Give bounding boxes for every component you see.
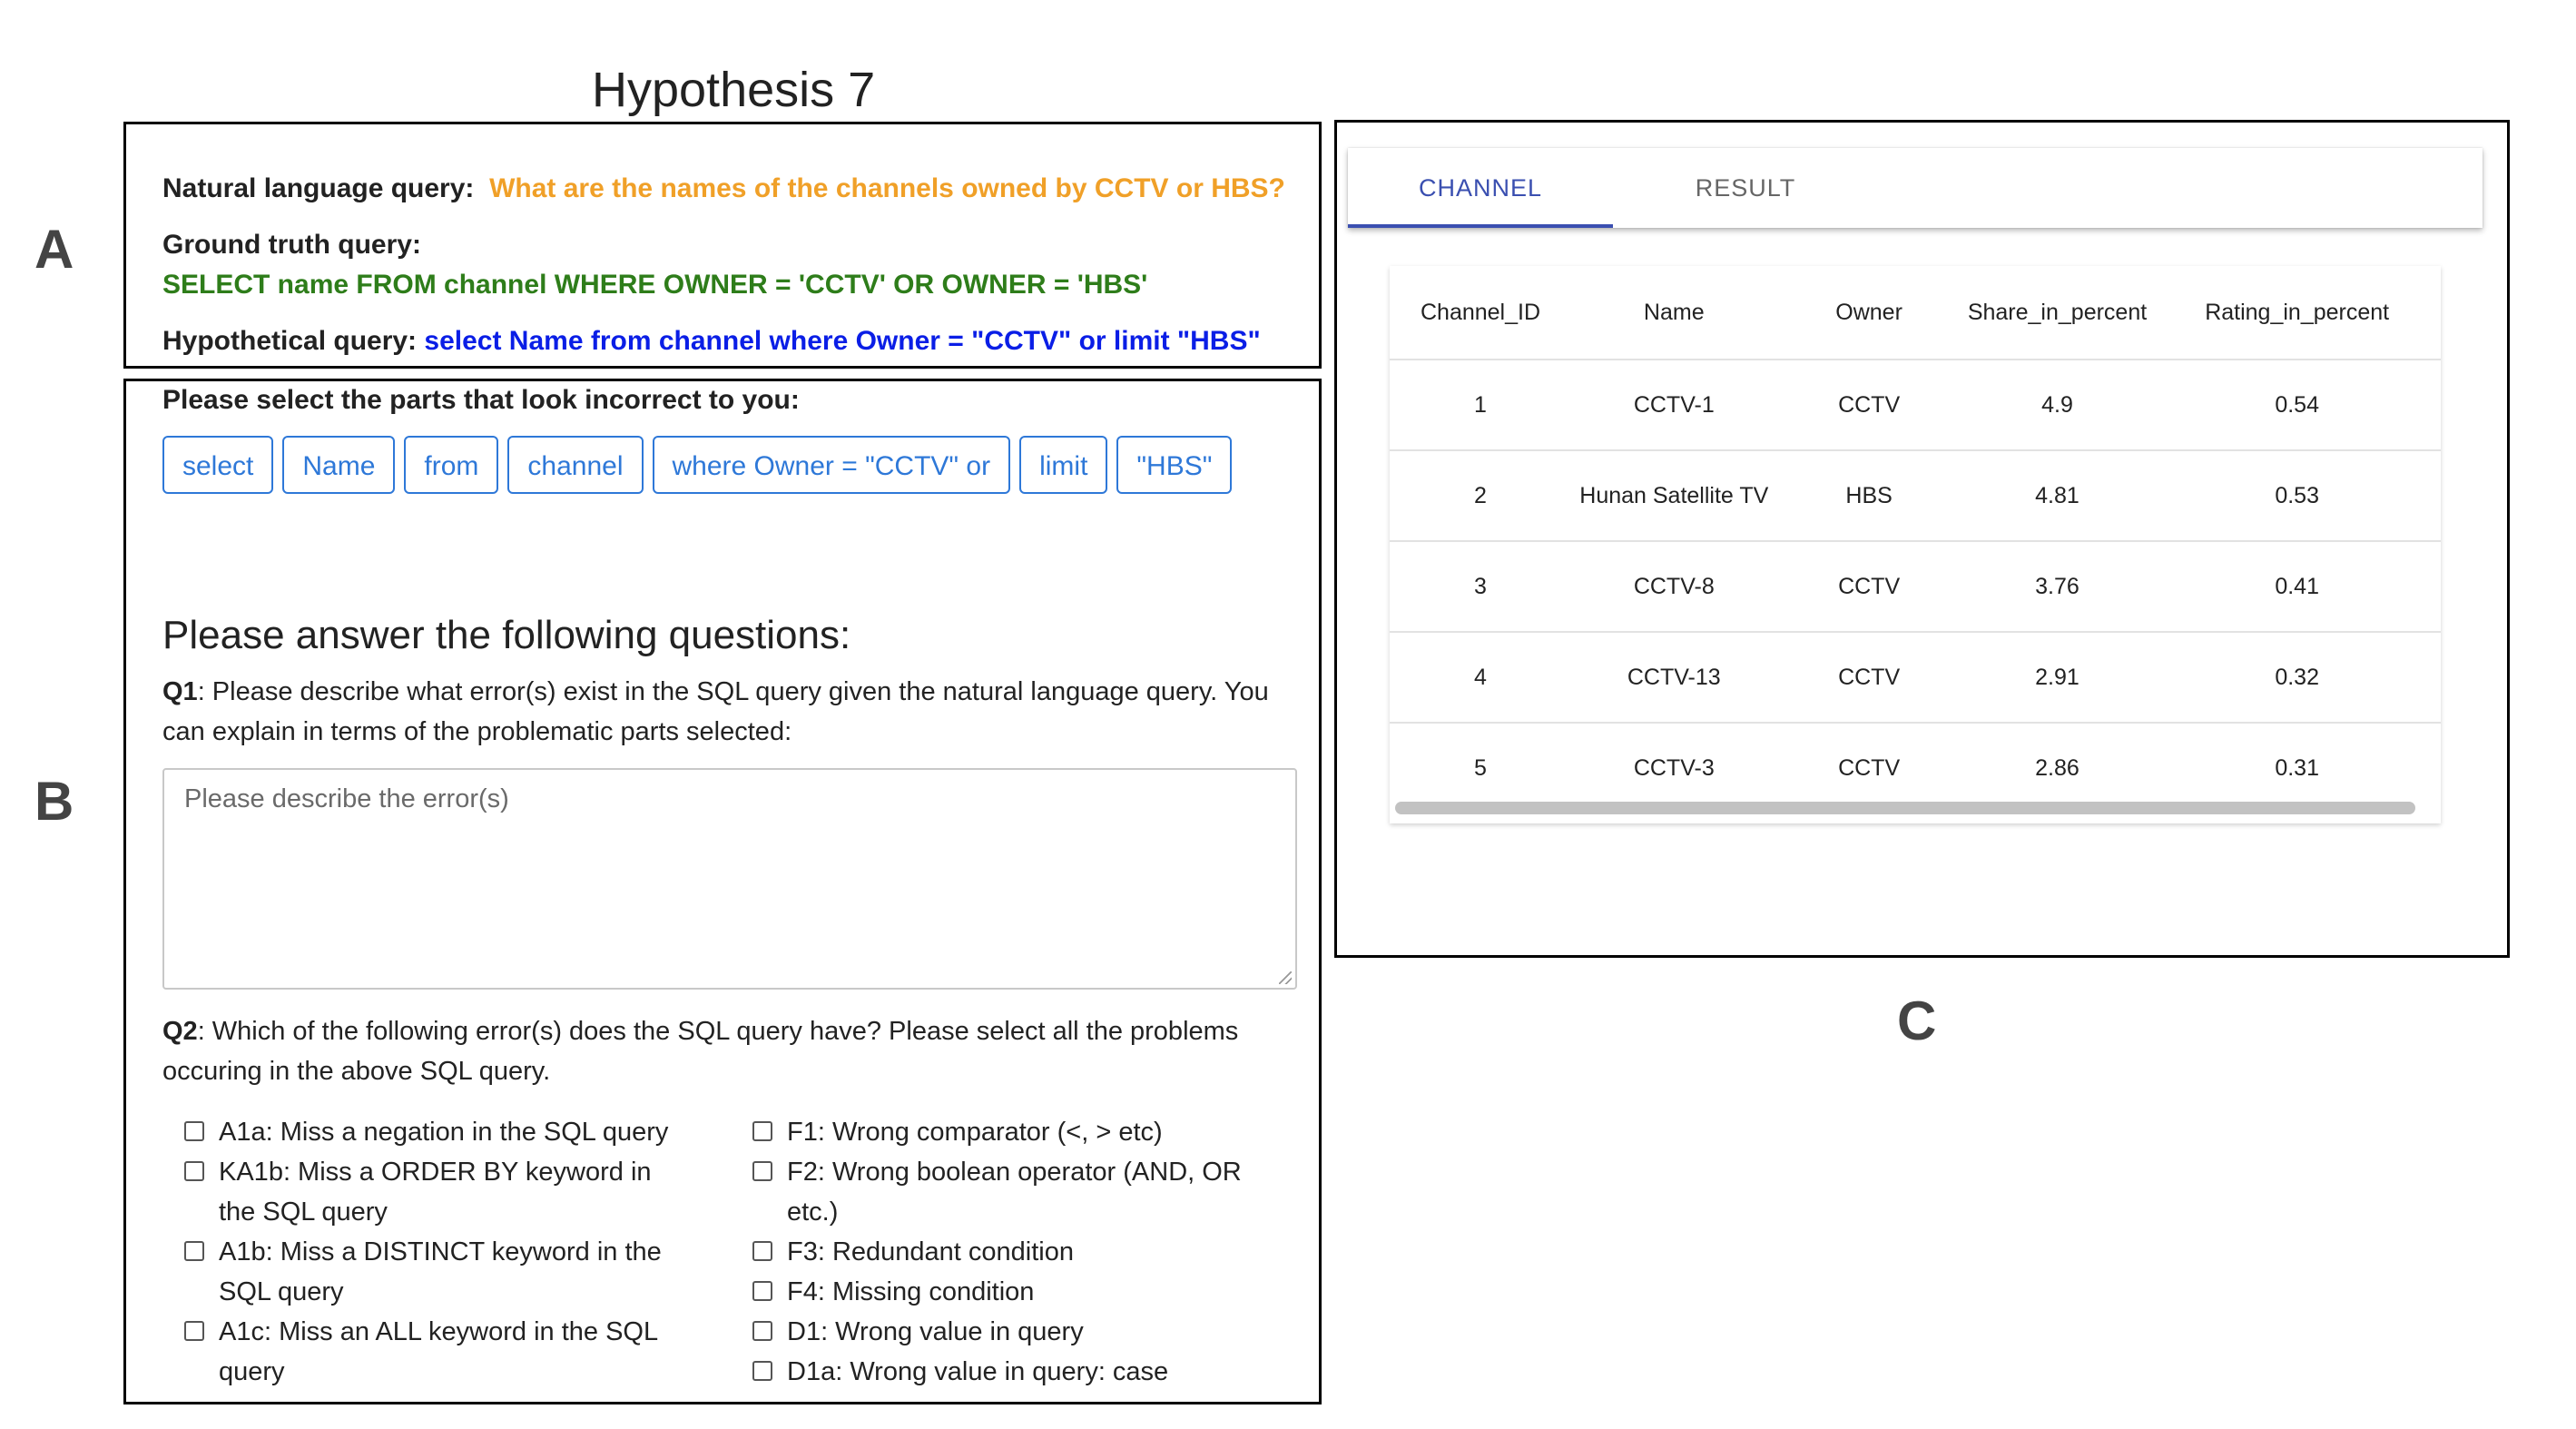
option-label: F3: Redundant condition [787,1237,1074,1266]
page-title: Hypothesis 7 [592,63,876,117]
option-label: KA1b: Miss a ORDER BY keyword in the SQL query [219,1158,652,1227]
error-description-textarea[interactable] [162,768,1297,990]
table-cell: CCTV [1777,360,1961,450]
error-options-right [752,1112,1261,1392]
table-cell: CCTV-3 [1571,723,1777,813]
table-cell: 4 [1390,632,1571,723]
checkbox-icon[interactable] [752,1161,772,1181]
option-f2[interactable] [752,1152,1261,1232]
option-label: A1b: Miss a DISTINCT keyword in the SQL query [219,1237,662,1306]
option-a1a[interactable] [184,1112,693,1152]
table-cell: 0.53 [2153,450,2441,541]
hyp-query-line [162,326,1261,357]
horizontal-scrollbar[interactable] [1395,802,2415,814]
table-cell: CCTV [1777,723,1961,813]
table-cell: 0.41 [2153,541,2441,632]
tab-label: CHANNEL [1418,174,1543,202]
option-label: F4: Missing condition [787,1277,1035,1306]
query-part-chips [162,436,1232,494]
table-tabs [1348,148,2483,228]
column-header: Rating_in_percent [2205,299,2390,325]
hyp-query-text: select Name from channel where Owner = "CCTV" or limit "HBS" [424,326,1261,356]
gt-query-line [162,270,1147,301]
table-cell: 0.54 [2153,360,2441,450]
checkbox-icon[interactable] [184,1321,204,1341]
questions-heading: Please answer the following questions: [162,613,851,657]
query-panel [123,122,1322,369]
question-panel [123,379,1322,1404]
chip-limit[interactable]: limit [1019,436,1107,494]
nl-query-text: What are the names of the channels owned by CCTV or HBS? [489,173,1285,203]
option-label: F2: Wrong boolean operator (AND, OR etc.) [787,1158,1242,1227]
chip-from[interactable]: from [404,436,498,494]
q1-label: Q1 [162,677,198,706]
table-row [1390,450,2441,541]
table-cell: 3.76 [1961,541,2154,632]
active-tab-indicator [1348,224,1613,228]
section-label-a: A [34,219,74,280]
column-header: Share_in_percent [1967,299,2148,325]
chip-channel[interactable]: channel [507,436,643,494]
hyp-query-label: Hypothetical query: [162,326,418,356]
option-label: F1: Wrong comparator (<, > etc) [787,1118,1163,1147]
gt-query-text: SELECT name FROM channel WHERE OWNER = 'CCTV' OR OWNER = 'HBS' [162,270,1148,300]
table-row [1390,360,2441,450]
option-f4[interactable] [752,1272,1261,1312]
table-cell: 0.32 [2153,632,2441,723]
chip-where-owner[interactable]: where Owner = "CCTV" or [653,436,1011,494]
table-cell: 4.9 [1961,360,2154,450]
error-options-left [184,1112,693,1392]
table-cell: 4.81 [1961,450,2154,541]
table-cell: CCTV-13 [1571,632,1777,723]
channel-table-container [1390,266,2441,823]
table-row [1390,632,2441,723]
checkbox-icon[interactable] [184,1241,204,1261]
q2-body: : Which of the following error(s) does the SQL query have? Please select all the problems occuring in the above SQL query. [162,1017,1239,1086]
option-label: D1a: Wrong value in query: case [787,1357,1169,1386]
chip-hbs[interactable]: "HBS" [1116,436,1232,494]
resize-grip-icon[interactable] [1279,971,1292,984]
column-header: Name [1643,299,1705,325]
nl-query-line [162,173,1285,204]
q1-body: : Please describe what error(s) exist in the SQL query given the natural language query. You can explain in terms of the problematic parts selected: [162,677,1269,746]
database-panel [1334,120,2510,958]
table-cell: 2 [1390,450,1571,541]
option-label: D1: Wrong value in query [787,1317,1084,1346]
section-label-c: C [1897,990,1937,1051]
option-label: A1c: Miss an ALL keyword in the SQL query [219,1317,658,1386]
checkbox-icon[interactable] [752,1321,772,1341]
column-header: Channel_ID [1420,299,1541,325]
option-f1[interactable] [752,1112,1261,1152]
table-cell: HBS [1777,450,1961,541]
checkbox-icon[interactable] [184,1121,204,1141]
textarea-placeholder: Please describe the error(s) [184,784,509,813]
checkbox-icon[interactable] [184,1161,204,1181]
table-cell: 0.31 [2153,723,2441,813]
table-cell: 5 [1390,723,1571,813]
checkbox-icon[interactable] [752,1241,772,1261]
table-cell: 3 [1390,541,1571,632]
table-cell: CCTV-1 [1571,360,1777,450]
table-row [1390,723,2441,813]
checkbox-icon[interactable] [752,1281,772,1301]
gt-query-label-line [162,230,421,261]
chip-name[interactable]: Name [282,436,395,494]
tab-label: RESULT [1695,174,1796,202]
option-d1a[interactable] [752,1352,1261,1392]
nl-query-label: Natural language query: [162,173,475,203]
q2-text [162,1011,1297,1091]
table-cell: CCTV-8 [1571,541,1777,632]
option-ka1b[interactable] [184,1152,693,1232]
channel-table [1390,266,2441,813]
option-a1c[interactable] [184,1312,693,1392]
table-cell: CCTV [1777,541,1961,632]
section-label-b: B [34,771,74,832]
gt-query-label: Ground truth query: [162,230,421,260]
q2-label: Q2 [162,1017,198,1046]
table-cell: CCTV [1777,632,1961,723]
tab-channel[interactable] [1348,148,1613,228]
tab-result[interactable] [1613,148,1878,228]
table-cell: 2.91 [1961,632,2154,723]
table-row [1390,541,2441,632]
table-cell: Hunan Satellite TV [1571,450,1777,541]
table-header-row [1390,266,2441,360]
table-cell: 2.86 [1961,723,2154,813]
option-a1b[interactable] [184,1232,693,1312]
option-f3[interactable] [752,1232,1261,1272]
checkbox-icon[interactable] [752,1361,772,1381]
option-label: A1a: Miss a negation in the SQL query [219,1118,669,1147]
option-d1[interactable] [752,1312,1261,1352]
select-parts-prompt: Please select the parts that look incorrect to you: [162,385,800,415]
q1-text [162,672,1297,752]
table-cell: 1 [1390,360,1571,450]
checkbox-icon[interactable] [752,1121,772,1141]
column-header: Owner [1835,299,1903,325]
chip-select[interactable]: select [162,436,273,494]
